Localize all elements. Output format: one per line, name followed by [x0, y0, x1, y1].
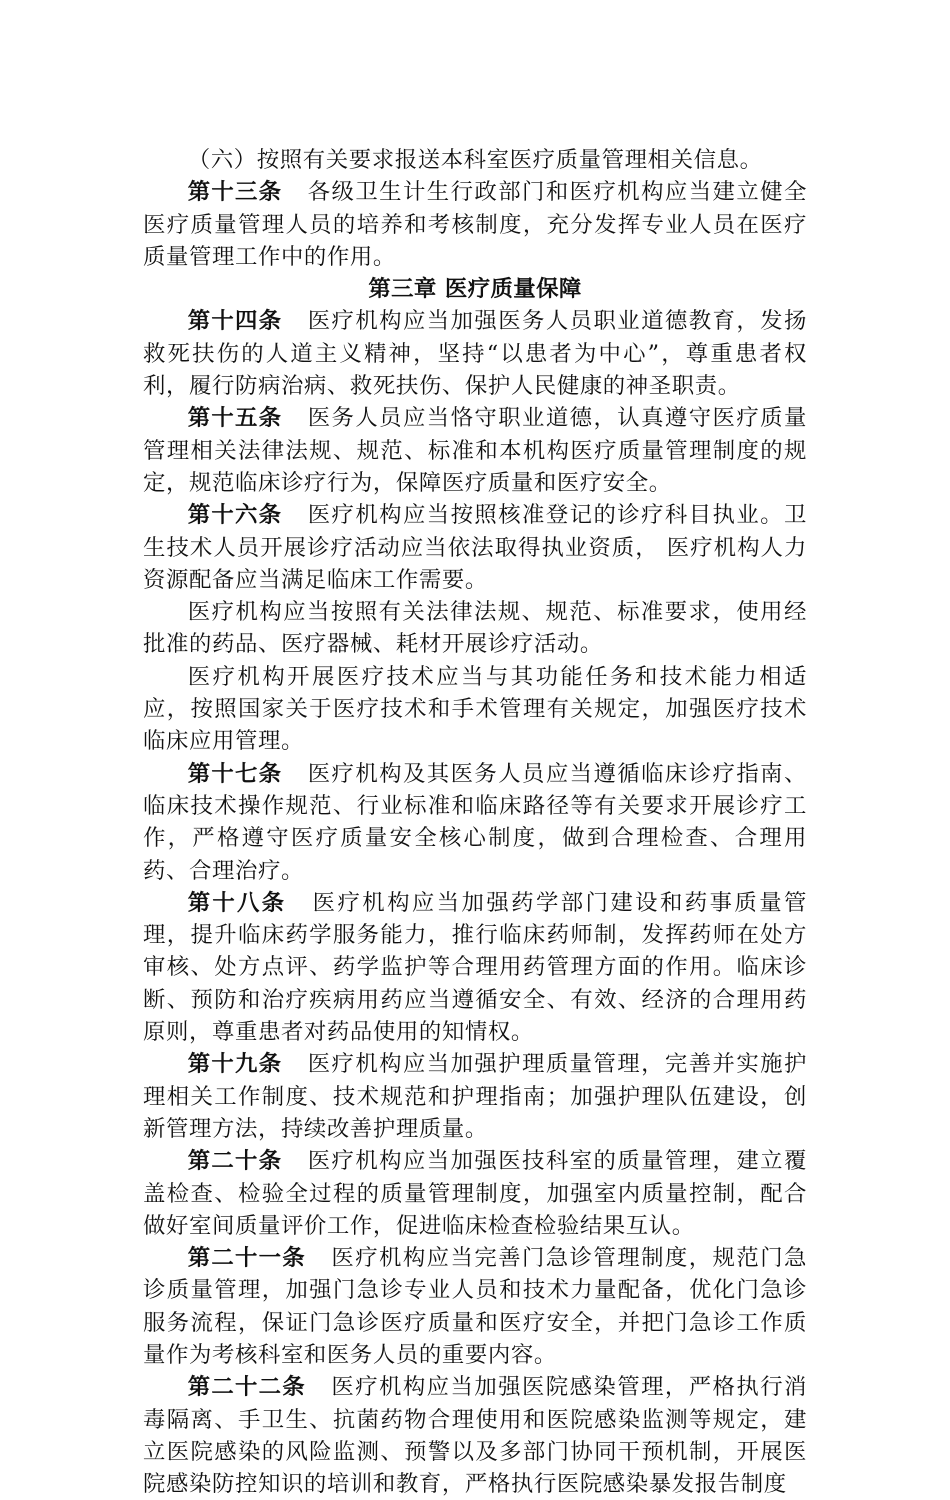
article-number: 第十八条 [187, 889, 287, 916]
article-18 [143, 887, 807, 1048]
article-20 [143, 1145, 807, 1242]
article-number: 第十五条 [187, 405, 283, 432]
document-body [143, 144, 807, 1500]
article-13 [143, 176, 807, 273]
article-number: 第十四条 [187, 308, 283, 335]
chapter-heading: 第三章 医疗质量保障 [368, 276, 582, 303]
article-21 [143, 1242, 807, 1371]
article-text: 医疗机构应当加强护理质量管理，完善并实施护理相关工作制度、技术规范和护理指南；加强护理队伍建设，创新管理方法，持续改善护理质量。 [143, 1051, 807, 1142]
paragraph-text: 医疗机构开展医疗技术应当与其功能任务和技术能力相适应，按照国家关于医疗技术和手术管理有关规定，加强医疗技术临床应用管理。 [143, 663, 807, 755]
article-number: 第十六条 [187, 502, 283, 529]
article-text: 医疗机构及其医务人员应当遵循临床诊疗指南、临床技术操作规范、行业标准和临床路径等有关要求开展诊疗工作，严格遵守医疗质量安全核心制度，做到合理检查、合理用药、合理治疗。 [143, 760, 807, 884]
article-19 [143, 1048, 807, 1145]
article-text: 医疗机构应当加强医院感染管理，严格执行消毒隔离、手卫生、抗菌药物合理使用和医院感染监测等规定，建立医院感染的风险监测、预警以及多部门协同干预机制，开展医院感染防控知识的培训和教育，严格执行医院感染暴发报告制度 [143, 1374, 808, 1498]
article-text: 医疗机构应当按照核准登记的诊疗科目执业。卫生技术人员开展诊疗活动应当依法取得执业资质， 医疗机构人力资源配备应当满足临床工作需要。 [143, 502, 807, 593]
article-number: 第十九条 [187, 1051, 283, 1078]
article-text: 医疗机构应当完善门急诊管理制度，规范门急诊质量管理，加强门急诊专业人员和技术力量配备，优化门急诊服务流程，保证门急诊医疗质量和医疗安全，并把门急诊工作质量作为考核科室和医务人员的重要内容。 [143, 1245, 808, 1368]
article-text: 医疗机构应当加强药学部门建设和药事质量管理，提升临床药学服务能力，推行临床药师制，发挥药师在处方审核、处方点评、药学监护等合理用药管理方面的作用。临床诊断、预防和治疗疾病用药应当遵循安全、有效、经济的合理用药原则，尊重患者对药品使用的知情权。 [143, 889, 807, 1046]
article-16-paragraph-3 [143, 661, 807, 758]
article-text: 医疗机构应当加强医技科室的质量管理，建立覆盖检查、检验全过程的质量管理制度，加强室内质量控制，配合做好室间质量评价工作，促进临床检查检验结果互认。 [143, 1148, 807, 1239]
article-number: 第十七条 [187, 760, 283, 787]
article-number: 第二十二条 [187, 1374, 306, 1401]
article-16 [143, 499, 807, 596]
article-16-paragraph-2 [143, 596, 807, 661]
article-14 [143, 305, 807, 402]
paragraph-item-6 [143, 144, 807, 176]
article-text: 各级卫生计生行政部门和医疗机构应当建立健全医疗质量管理人员的培养和考核制度，充分发挥专业人员在医疗质量管理工作中的作用。 [143, 179, 807, 270]
paragraph-text: 医疗机构应当按照有关法律法规、规范、标准要求，使用经批准的药品、医疗器械、耗材开展诊疗活动。 [143, 599, 807, 658]
article-text: 医疗机构应当加强医务人员职业道德教育，发扬救死扶伤的人道主义精神，坚持“以患者为中心”，尊重患者权利，履行防病治病、救死扶伤、保护人民健康的神圣职责。 [143, 308, 807, 400]
article-number: 第二十一条 [187, 1245, 306, 1272]
article-text: 医务人员应当恪守职业道德，认真遵守医疗质量管理相关法律法规、规范、标准和本机构医疗质量管理制度的规定，规范临床诊疗行为，保障医疗质量和医疗安全。 [143, 405, 807, 496]
article-number: 第二十条 [187, 1148, 283, 1175]
article-22 [143, 1371, 807, 1500]
article-15 [143, 402, 807, 499]
article-number: 第十三条 [187, 179, 283, 206]
paragraph-text: （六）按照有关要求报送本科室医疗质量管理相关信息。 [187, 147, 763, 173]
article-17 [143, 758, 807, 887]
